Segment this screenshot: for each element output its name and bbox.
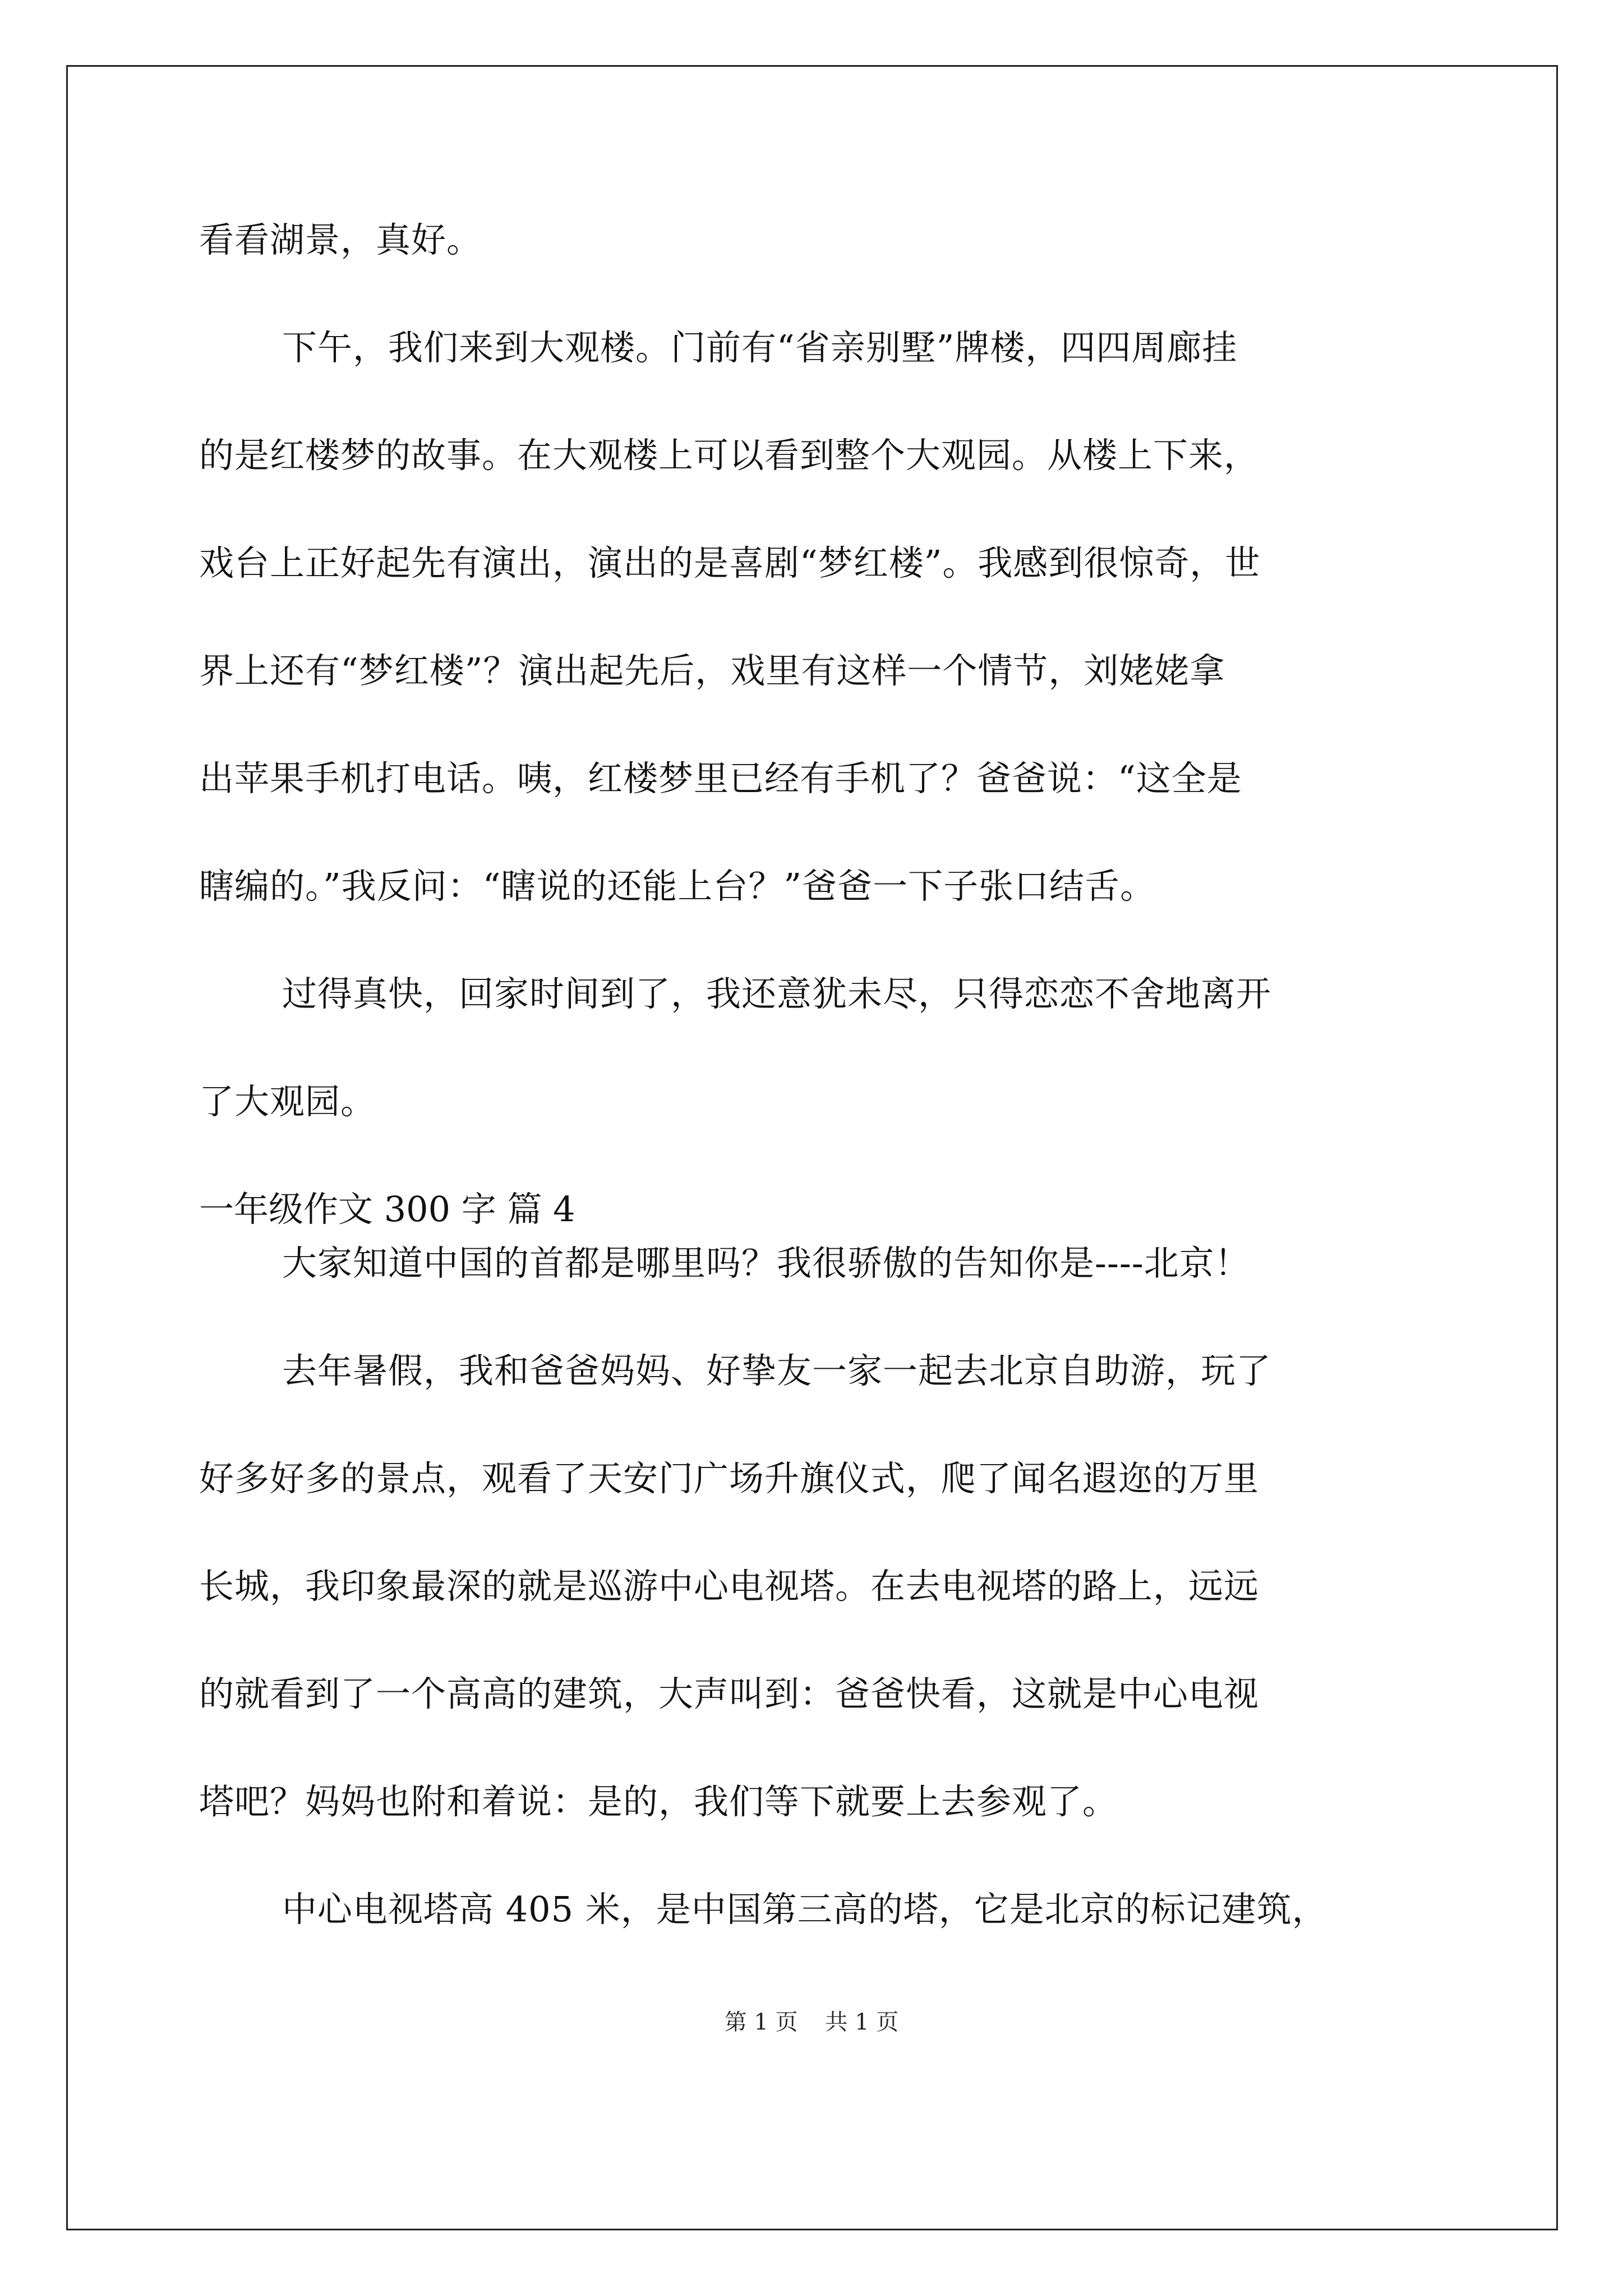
- text-line: 塔吧？妈妈也附和着说：是的，我们等下就要上去参观了。: [199, 1781, 1118, 1822]
- paragraph-start: 过得真快，回家时间到了，我还意犹未尽，只得恋恋不舍地离开: [282, 973, 1272, 1014]
- text-line: 的是红楼梦的故事。在大观楼上可以看到整个大观园。从楼上下来，: [199, 435, 1260, 476]
- text-line: 戏台上正好起先有演出，演出的是喜剧“梦红楼”。我感到很惊奇，世: [199, 542, 1261, 583]
- page-number: 第 1 页: [724, 2009, 798, 2035]
- text-line: 出苹果手机打电话。咦，红楼梦里已经有手机了？爸爸说：“这全是: [199, 758, 1242, 799]
- text-line: 长城，我印象最深的就是巡游中心电视塔。在去电视塔的路上，远远: [199, 1566, 1260, 1607]
- text-line: 瞎编的。”我反问：“瞎说的还能上台？”爸爸一下子张口结舌。: [199, 866, 1156, 907]
- text-line: 的就看到了一个高高的建筑，大声叫到：爸爸快看，这就是中心电视: [199, 1673, 1260, 1714]
- page-total: 共 1 页: [825, 2009, 899, 2035]
- text-line: 看看湖景，真好。: [199, 219, 482, 260]
- paragraph-start: 中心电视塔高 405 米，是中国第三高的塔，它是北京的标记建筑，: [282, 1889, 1327, 1930]
- document-body: [199, 213, 1430, 1936]
- section-heading: 一年级作文 300 字 篇 4: [199, 1189, 575, 1230]
- text-line: 好多好多的景点，观看了天安门广场升旗仪式，爬了闻名遐迩的万里: [199, 1458, 1260, 1499]
- text-line: 界上还有“梦红楼”？演出起先后，戏里有这样一个情节，刘姥姥拿: [199, 650, 1225, 691]
- text-line: 了大观园。: [199, 1081, 376, 1122]
- paragraph-start: 去年暑假，我和爸爸妈妈、好挚友一家一起去北京自助游，玩了: [282, 1350, 1272, 1391]
- paragraph-start: 大家知道中国的首都是哪里吗？我很骄傲的告知你是----北京！: [282, 1243, 1250, 1283]
- paragraph-start: 下午，我们来到大观楼。门前有“省亲别墅”牌楼，四四周廊挂: [282, 327, 1238, 368]
- page-footer: [0, 2008, 1623, 2036]
